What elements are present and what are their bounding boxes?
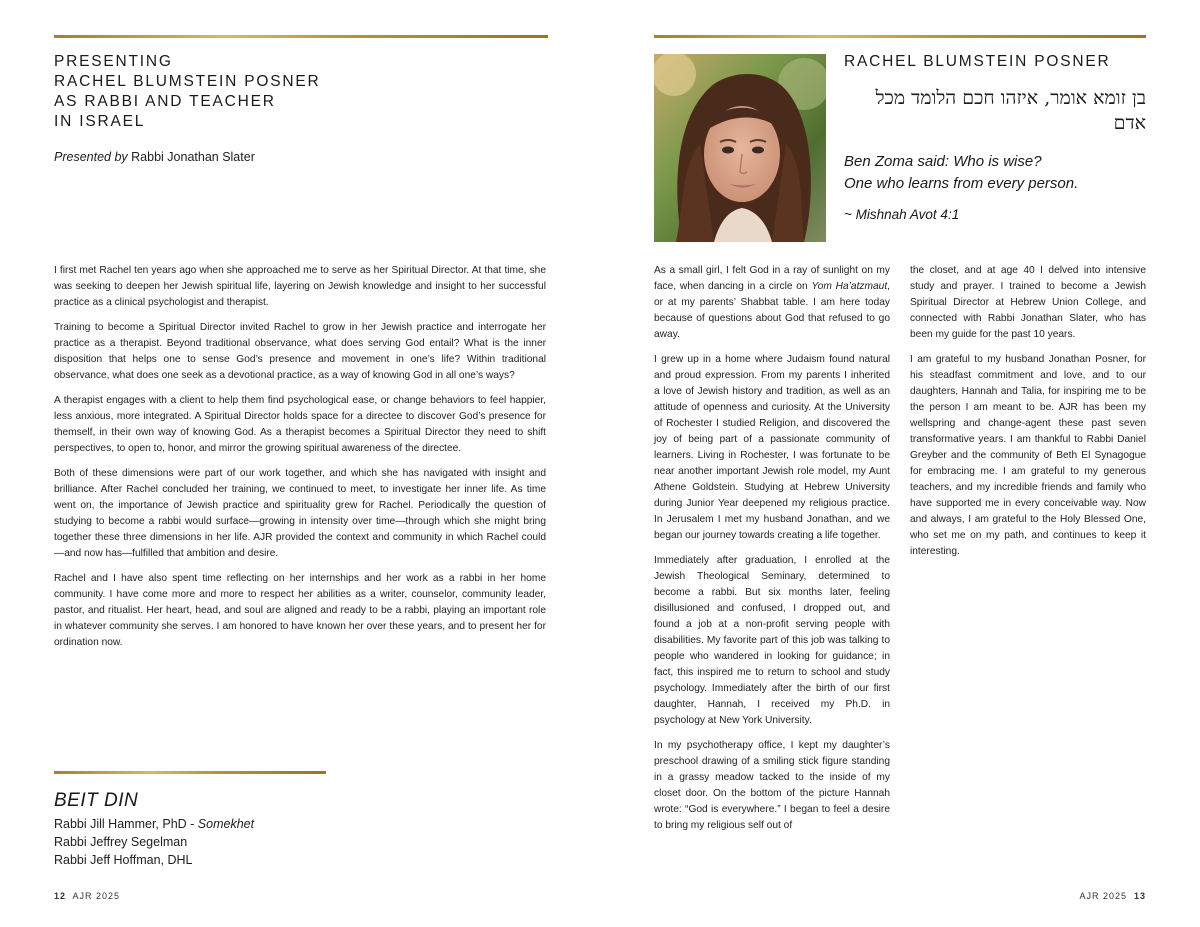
page-number: 13 <box>1133 891 1146 901</box>
beit-din-gold-rule <box>54 771 326 774</box>
top-gold-rule-right <box>654 35 1146 38</box>
member-role: Somekhet <box>197 817 255 831</box>
paragraph: Immediately after graduation, I enrolled at the Jewish Theological Seminary, determined to become a rabbi. But six months later, feeling disillusioned and confused, I dropped out, and found a job at a non-profit serving people with disabilities. My favorite part of this job was talking to people who wandered in looking for guidance; in fact, this inspired me to return to school and study psychology. Immediately after the birth of our first daughter, Hannah, I received my Ph.D. in psychology at New York University. <box>654 555 890 726</box>
bio-text-column-1 <box>654 263 890 843</box>
emphasis-text: Yom Ha’atzmaut <box>811 281 888 292</box>
presented-by <box>54 150 255 164</box>
paragraph: In my psychotherapy office, I kept my daughter’s preschool drawing of a smiling stick figure standing in a grassy meadow tacked to the inside of my closet door. On the bottom of the picture Hannah wrote: “God is everywhere.” I began to feel a desire to bring my religious self out of <box>654 740 890 831</box>
beit-din-member: Rabbi Jeff Hoffman, DHL <box>54 853 193 867</box>
footer-right <box>1079 891 1146 901</box>
paragraph: Rachel and I have also spent time reflecting on her internships and her work as a rabbi in her home community. I have come more and more to respect her abilities as a writer, counselor, community leader, pastor, and ritualist. Her heart, head, and soul are aligned and ready to be a rabbi, playing an important role in whatever community she serves. I am honored to have known her over these years, and to present her for ordination now. <box>54 573 546 648</box>
paragraph: I am grateful to my husband Jonathan Posner, for his steadfast commitment and love, and to our daughters, Hannah and Talia, for inspiring me to be the person I am meant to be. AJR has been my wellspring and change-agent these past seven transformative years. I am thankful to Rabbi Daniel Greyber and the community of Beth El Synagogue for embracing me. I am grateful to my generous teachers, and my incredible friends and family who have supported me in every conceivable way. Now and always, I am grateful to the Holy Blessed One, who set me on my path, and continues to keep it interesting. <box>910 354 1146 557</box>
member-name: Rabbi Jill Hammer, PhD - <box>54 817 198 831</box>
beit-din-member <box>54 815 254 833</box>
publication-name: AJR 2025 <box>72 891 121 901</box>
quote-line: One who learns from every person. <box>844 175 1079 192</box>
paragraph-text: As a small girl, I felt God in a ray of sunlight on my face, when dancing in a circle on <box>654 265 890 292</box>
paragraph: A therapist engages with a client to help them find psychological ease, or change behaviors to feel happier, less anxious, more integrated. A Spiritual Director holds space for a directee to discover God’s presence for themself, in their own way of knowing God. As a therapist becomes a Spiritual Director they need to shift perspectives, to open to, honor, and mirror the growing spiritual awareness of the directee. <box>54 395 546 454</box>
presenter-name: Rabbi Jonathan Slater <box>131 150 255 164</box>
title-line: AS RABBI AND TEACHER <box>54 93 276 110</box>
title-line: PRESENTING <box>54 53 173 70</box>
paragraph: I first met Rachel ten years ago when she approached me to serve as her Spiritual Director. At that time, she was seeking to deepen her Jewish spiritual life, layering on Jewish knowledge and insight to her successful practice as a clinical psychologist and therapist. <box>54 265 546 308</box>
paragraph: the closet, and at age 40 I delved into intensive study and prayer. I trained to become a Jewish Spiritual Director at Hebrew Union College, and connected with Rabbi Jonathan Slater, who has been my guide for the past 10 years. <box>910 265 1146 340</box>
publication-name: AJR 2025 <box>1079 891 1127 901</box>
top-gold-rule-left <box>54 35 548 38</box>
intro-text-column <box>54 263 546 660</box>
page-number: 12 <box>54 891 67 901</box>
beit-din-members <box>54 815 254 869</box>
portrait-photo <box>654 54 826 242</box>
quote-line: Ben Zoma said: Who is wise? <box>844 153 1042 170</box>
subject-name: RACHEL BLUMSTEIN POSNER <box>844 53 1111 70</box>
english-quote <box>844 151 1078 195</box>
paragraph-text: , or at my parents’ Shabbat table. I am here today because of questions about God that refused to go away. <box>654 281 890 340</box>
title-line: IN ISRAEL <box>54 113 146 130</box>
paragraph: Training to become a Spiritual Director invited Rachel to grow in her Jewish practice and interrogate her practice as a therapist. Beyond traditional observance, what does serving God entail? What is the inner disposition that helps one to sense God’s presence and movement in one’s life? Within traditional observance, what does one seek as a devotional practice, as a way of knowing God in all one’s ways? <box>54 322 546 381</box>
presented-label: Presented by <box>54 150 128 164</box>
beit-din-heading: BEIT DIN <box>54 790 139 811</box>
paragraph: I grew up in a home where Judaism found natural and proud expression. From my parents I inherited a love of Jewish history and tradition, as well as an attitude of openness and curiosity. At the University of Rochester I studied Religion, and discovered the joy of being part of a passionate community of learners. Living in Rochester, I was fortunate to be near another important Jewish role model, my Aunt Athene Goldstein. Studying at Hebrew University during Junior Year deepened my religious practice. In Jerusalem I met my husband Jonathan, and we began our journey towards creating a life together. <box>654 354 890 541</box>
bio-text-column-2 <box>910 263 1146 569</box>
paragraph <box>654 263 890 343</box>
portrait-illustration <box>654 54 826 242</box>
title-line: RACHEL BLUMSTEIN POSNER <box>54 73 321 90</box>
footer-left <box>54 891 120 901</box>
beit-din-member: Rabbi Jeffrey Segelman <box>54 835 188 849</box>
article-title <box>54 52 320 132</box>
hebrew-quote: בן זומא אומר, איזהו חכם הלומד מכל אדם <box>875 87 1146 134</box>
paragraph: Both of these dimensions were part of our work together, and which she has navigated with insight and brilliance. After Rachel concluded her training, we continued to meet, to investigate her inner life. As time went on, the importance of Jewish practice and spirituality grew for Rachel. Periodically the question of studying to become a rabbi would surface—growing in intensity over time—through which she might bring together these three dimensions in her life. AJR provided the context and community in which Rachel could—and now has—fulfilled that ambition and desire. <box>54 468 546 559</box>
quote-source: ~ Mishnah Avot 4:1 <box>844 207 960 222</box>
